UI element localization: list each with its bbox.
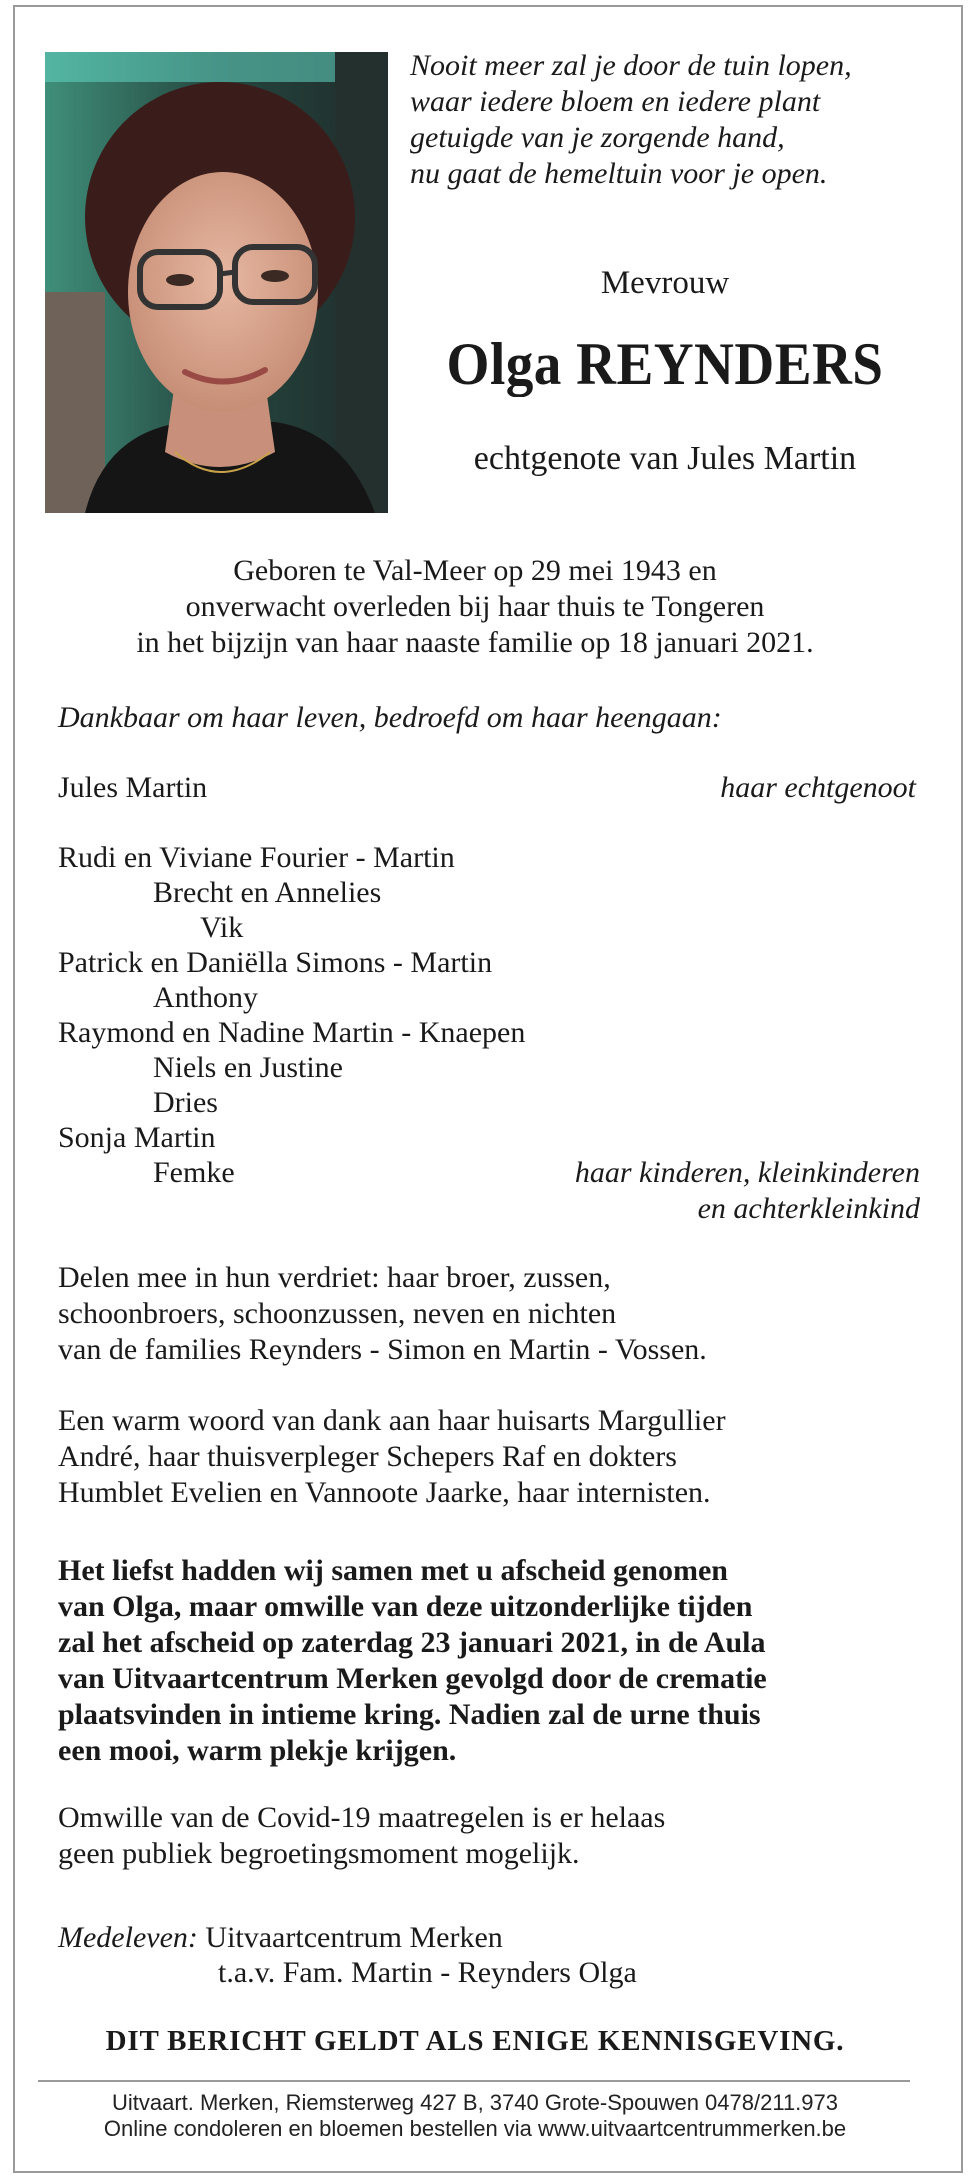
family-role-line: en achterkleinkind bbox=[697, 1192, 920, 1225]
footer bbox=[45, 2090, 905, 2142]
family-member: Niels en Justine bbox=[153, 1051, 343, 1084]
family-member: Vik bbox=[200, 911, 244, 944]
family-member: Anthony bbox=[153, 981, 258, 1014]
family-role bbox=[500, 1155, 920, 1227]
portrait-photo bbox=[45, 52, 388, 513]
text-line: plaatsvinden in intieme kring. Nadien zal de urne thuis bbox=[58, 1698, 761, 1731]
text-line: geen publiek begroetingsmoment mogelijk. bbox=[58, 1837, 580, 1870]
text-line: een mooi, warm plekje krijgen. bbox=[58, 1734, 457, 1767]
family-member: Dries bbox=[153, 1086, 218, 1119]
poem-line: waar iedere bloem en iedere plant bbox=[410, 85, 821, 118]
poem-line: Nooit meer zal je door de tuin lopen, bbox=[410, 49, 852, 82]
condolences bbox=[58, 1920, 503, 1956]
text-line: Omwille van de Covid-19 maatregelen is er helaas bbox=[58, 1801, 666, 1834]
family-member: Femke bbox=[153, 1156, 235, 1189]
poem-line: nu gaat de hemeltuin voor je open. bbox=[410, 157, 828, 190]
footer-divider bbox=[38, 2080, 910, 2082]
deceased-name: Olga REYNDERS bbox=[446, 331, 884, 397]
family-role-line: haar kinderen, kleinkinderen bbox=[574, 1156, 920, 1189]
final-notice: DIT BERICHT GELDT ALS ENIGE KENNISGEVING. bbox=[105, 2025, 845, 2057]
footer-website: Online condoleren en bloemen bestellen via www.uitvaartcentrummerken.be bbox=[103, 2116, 847, 2141]
footer-address: Uitvaart. Merken, Riemsterweg 427 B, 3740 Grote-Spouwen 0478/211.973 bbox=[112, 2090, 838, 2115]
text-line: Humblet Evelien en Vannoote Jaarke, haar internisten. bbox=[58, 1476, 711, 1509]
text-line: van de families Reynders - Simon en Martin - Vossen. bbox=[58, 1333, 707, 1366]
text-line: van Olga, maar omwille van deze uitzonderlijke tijden bbox=[58, 1590, 753, 1623]
covid-paragraph bbox=[58, 1800, 665, 1872]
birth-death-info bbox=[45, 553, 905, 661]
husband-name: Jules Martin bbox=[58, 771, 208, 804]
text-line: Een warm woord van dank aan haar huisarts Margullier bbox=[58, 1404, 726, 1437]
poem-line: getuigde van je zorgende hand, bbox=[410, 121, 785, 154]
spouse-line: echtgenote van Jules Martin bbox=[473, 440, 857, 477]
info-line: Geboren te Val-Meer op 29 mei 1943 en bbox=[233, 554, 717, 587]
family-member: Rudi en Viviane Fourier - Martin bbox=[58, 841, 455, 874]
condolences-line1: Uitvaartcentrum Merken bbox=[205, 1921, 503, 1954]
husband-role: haar echtgenoot bbox=[720, 771, 916, 804]
text-line: Het liefst hadden wij samen met u afscheid genomen bbox=[58, 1554, 728, 1587]
thanks-paragraph bbox=[58, 1403, 726, 1511]
text-line: schoonbroers, schoonzussen, neven en nichten bbox=[58, 1297, 617, 1330]
condolences-line2: t.a.v. Fam. Martin - Reynders Olga bbox=[218, 1956, 637, 1989]
info-line: onverwacht overleden bij haar thuis te Tongeren bbox=[185, 590, 765, 623]
info-line: in het bijzijn van haar naaste familie op 18 januari 2021. bbox=[136, 626, 814, 659]
condolences-label: Medeleven: bbox=[58, 1921, 198, 1954]
relatives-paragraph bbox=[58, 1260, 707, 1368]
salutation: Mevrouw bbox=[600, 265, 730, 301]
poem bbox=[410, 48, 920, 192]
text-line: zal het afscheid op zaterdag 23 januari 2021, in de Aula bbox=[58, 1626, 766, 1659]
family-member: Raymond en Nadine Martin - Knaepen bbox=[58, 1016, 526, 1049]
text-line: Delen mee in hun verdriet: haar broer, zussen, bbox=[58, 1261, 611, 1294]
text-line: André, haar thuisverpleger Schepers Raf en dokters bbox=[58, 1440, 677, 1473]
family-member: Patrick en Daniëlla Simons - Martin bbox=[58, 946, 493, 979]
family-member: Brecht en Annelies bbox=[153, 876, 382, 909]
text-line: van Uitvaartcentrum Merken gevolgd door de crematie bbox=[58, 1662, 767, 1695]
intro-line: Dankbaar om haar leven, bedroefd om haar heengaan: bbox=[58, 701, 722, 734]
family-member: Sonja Martin bbox=[58, 1121, 216, 1154]
ceremony-paragraph bbox=[58, 1553, 767, 1769]
